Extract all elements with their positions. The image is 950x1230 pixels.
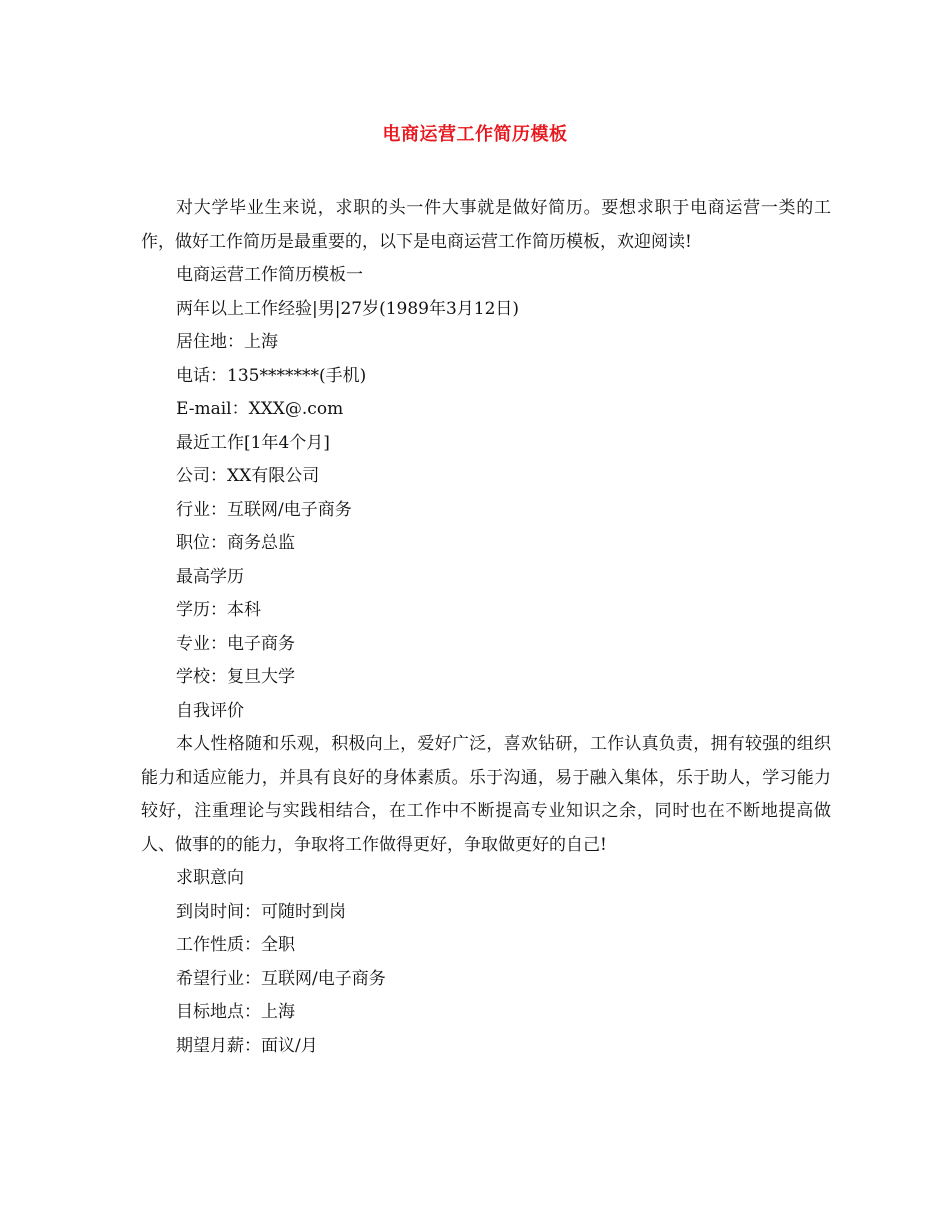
document-body (141, 192, 831, 1063)
phone-line: 电话：135*******(手机) (176, 365, 367, 386)
self-eval-paragraph: 本人性格随和乐观，积极向上，爱好广泛，喜欢钻研，工作认真负责，拥有较强的组织能力和适应能力，并具有良好的身体素质。乐于沟通，易于融入集体，乐于助人，学习能力较好，注重理论与实践相结合，在工作中不断提高专业知识之余，同时也在不断地提高做人、做事的的能力，争取将工作做得更好，争取做更好的自己! (141, 734, 831, 855)
expected-salary-line: 期望月薪：面议/月 (176, 1035, 318, 1056)
company-line: 公司：XX有限公司 (176, 466, 320, 486)
industry-line: 行业：互联网/电子商务 (176, 499, 352, 520)
arrival-time-line: 到岗时间：可随时到岗 (176, 901, 346, 922)
major-line: 专业：电子商务 (176, 633, 295, 654)
education-heading: 最高学历 (176, 566, 244, 587)
document-title: 电商运营工作简历模板 (382, 124, 568, 145)
intro-paragraph: 对大学毕业生来说，求职的头一件大事就是做好简历。要想求职于电商运营一类的工作，做好工作简历是最重要的，以下是电商运营工作简历模板，欢迎阅读! (141, 198, 831, 252)
email-line: E-mail：XXX@.com (176, 399, 344, 419)
school-line: 学校：复旦大学 (176, 667, 295, 687)
recent-work-heading: 最近工作[1年4个月] (176, 432, 330, 453)
resume-heading: 电商运营工作简历模板一 (176, 265, 363, 285)
position-line: 职位：商务总监 (176, 533, 295, 553)
job-type-line: 工作性质：全职 (176, 935, 295, 955)
residence-line: 居住地：上海 (176, 332, 278, 352)
intent-heading: 求职意向 (176, 868, 244, 888)
self-eval-heading: 自我评价 (176, 700, 244, 721)
desired-industry-line: 希望行业：互联网/电子商务 (176, 968, 386, 989)
summary-line: 两年以上工作经验|男|27岁(1989年3月12日) (176, 298, 520, 319)
degree-line: 学历：本科 (176, 600, 261, 620)
target-location-line: 目标地点：上海 (176, 1002, 295, 1022)
